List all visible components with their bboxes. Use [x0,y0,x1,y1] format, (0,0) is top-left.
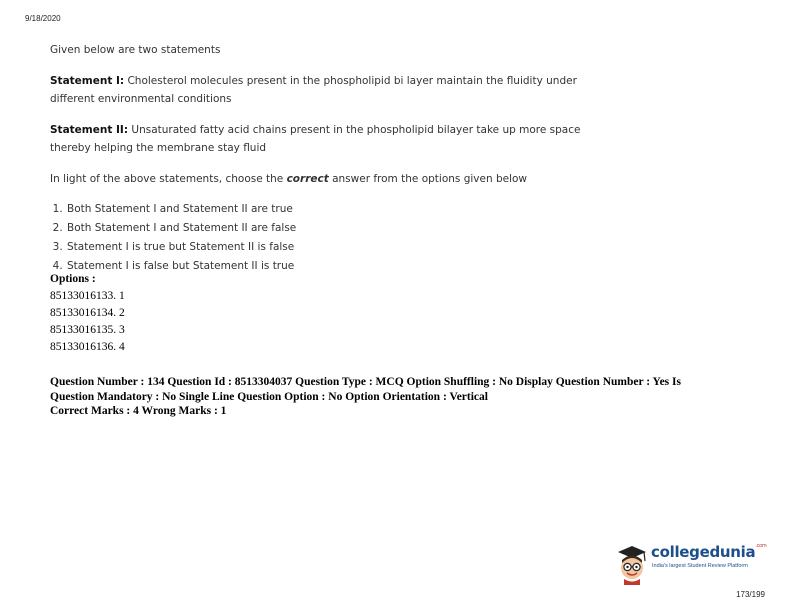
statement-2-text: Unsaturated fatty acid chains present in the phospholipid bilayer take up more space thereby helping the membrane stay fluid [50,124,581,154]
logo-wordmark: collegedunia$^{.com}$ [651,543,767,561]
lead-after: answer from the options given below [328,173,528,185]
question-body [50,41,590,276]
statement-2 [50,121,590,157]
option-item: 85133016133. 1 [50,290,125,302]
question-intro: Given below are two statements [50,44,221,56]
choice-3: 3. Statement I is true but Statement II is false [66,238,590,257]
option-item: 85133016136. 4 [50,341,125,353]
options-heading: Options : [50,273,96,285]
question-lead [50,170,590,188]
answer-choices [50,200,590,276]
options-list [50,271,125,356]
statement-1-text: Cholesterol molecules present in the phospholipid bi layer maintain the fluidity under different environmental conditions [50,75,577,105]
option-item: 85133016135. 3 [50,324,125,336]
metadata-line-3: Correct Marks : 4 Wrong Marks : 1 [50,405,227,417]
question-metadata [50,375,750,419]
statement-1 [50,72,590,108]
logo-tagline: India's largest Student Review Platform [652,563,748,569]
statement-2-label: Statement II: [50,124,129,136]
page-number: 173/199 [736,590,765,599]
print-date: 9/18/2020 [25,14,61,23]
metadata-line-2: Question Mandatory : No Single Line Question Option : No Option Orientation : Vertical [50,390,488,403]
option-item: 85133016134. 2 [50,307,125,319]
collegedunia-logo [614,543,767,585]
statement-1-label: Statement I: [50,75,125,87]
graduate-mascot-icon [614,543,650,585]
choice-4: 4. Statement I is false but Statement II is true [66,257,590,276]
choice-1: 1. Both Statement I and Statement II are true [66,200,590,219]
lead-emphasis: correct [286,173,329,185]
choice-2: 2. Both Statement I and Statement II are false [66,219,590,238]
lead-before: In light of the above statements, choose the [50,173,287,185]
metadata-line-1: Question Number : 134 Question Id : 8513304037 Question Type : MCQ Option Shuffling : No Display Question Number : Yes Is [50,376,681,388]
